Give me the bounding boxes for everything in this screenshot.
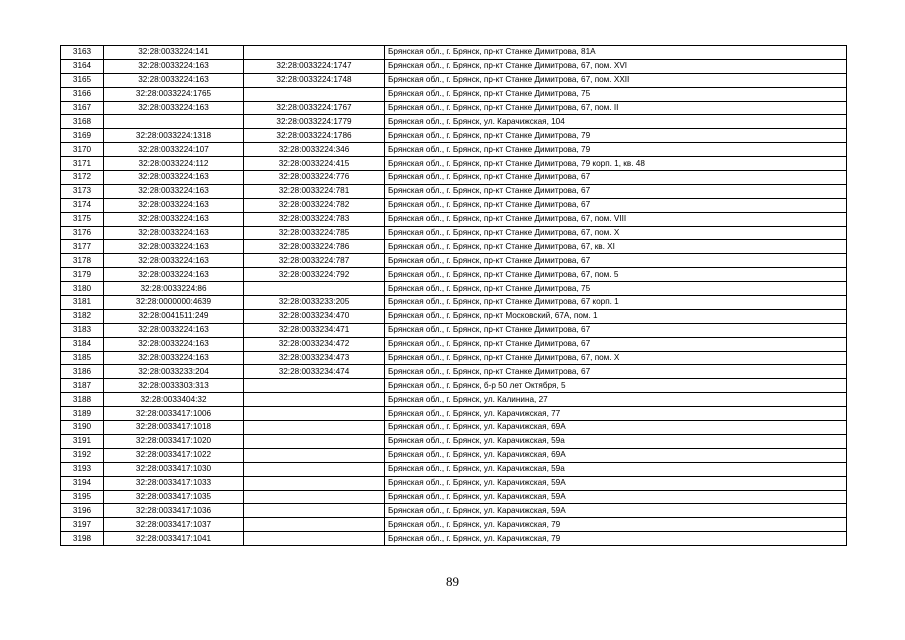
linked-cadastral-number-cell: 32:28:0033234:474 — [244, 365, 385, 379]
linked-cadastral-number-cell — [244, 490, 385, 504]
row-number-cell: 3165 — [61, 73, 104, 87]
linked-cadastral-number-cell — [244, 421, 385, 435]
row-number-cell: 3187 — [61, 379, 104, 393]
table-row — [61, 337, 847, 351]
cadastral-number-cell: 32:28:0033224:163 — [104, 101, 244, 115]
linked-cadastral-number-cell: 32:28:0033224:1779 — [244, 115, 385, 129]
row-number-cell: 3188 — [61, 393, 104, 407]
address-cell: Брянская обл., г. Брянск, пр-кт Станке Димитрова, 67 корп. 1 — [385, 296, 847, 310]
table-row — [61, 407, 847, 421]
linked-cadastral-number-cell: 32:28:0033224:785 — [244, 226, 385, 240]
table-row — [61, 504, 847, 518]
linked-cadastral-number-cell — [244, 476, 385, 490]
table-row — [61, 365, 847, 379]
row-number-cell: 3178 — [61, 254, 104, 268]
address-cell: Брянская обл., г. Брянск, пр-кт Станке Димитрова, 67 — [385, 323, 847, 337]
row-number-cell: 3171 — [61, 157, 104, 171]
address-cell: Брянская обл., г. Брянск, пр-кт Станке Димитрова, 75 — [385, 282, 847, 296]
table-row — [61, 226, 847, 240]
row-number-cell: 3177 — [61, 240, 104, 254]
row-number-cell: 3181 — [61, 296, 104, 310]
row-number-cell: 3183 — [61, 323, 104, 337]
cadastral-number-cell: 32:28:0033224:1318 — [104, 129, 244, 143]
cadastral-number-cell: 32:28:0033417:1033 — [104, 476, 244, 490]
table-row — [61, 490, 847, 504]
row-number-cell: 3185 — [61, 351, 104, 365]
table-row — [61, 448, 847, 462]
cadastral-number-cell: 32:28:0033417:1036 — [104, 504, 244, 518]
table-row — [61, 518, 847, 532]
address-cell: Брянская обл., г. Брянск, пр-кт Станке Димитрова, 79 корп. 1, кв. 48 — [385, 157, 847, 171]
linked-cadastral-number-cell: 32:28:0033224:782 — [244, 198, 385, 212]
cadastral-number-cell: 32:28:0033404:32 — [104, 393, 244, 407]
address-cell: Брянская обл., г. Брянск, пр-кт Станке Димитрова, 67, пом. X — [385, 351, 847, 365]
linked-cadastral-number-cell — [244, 532, 385, 546]
linked-cadastral-number-cell: 32:28:0033234:471 — [244, 323, 385, 337]
address-cell: Брянская обл., г. Брянск, ул. Карачижская, 104 — [385, 115, 847, 129]
row-number-cell: 3186 — [61, 365, 104, 379]
table-row — [61, 198, 847, 212]
row-number-cell: 3198 — [61, 532, 104, 546]
address-cell: Брянская обл., г. Брянск, ул. Карачижская, 59А — [385, 504, 847, 518]
table-row — [61, 309, 847, 323]
linked-cadastral-number-cell: 32:28:0033224:781 — [244, 184, 385, 198]
linked-cadastral-number-cell: 32:28:0033224:786 — [244, 240, 385, 254]
row-number-cell: 3195 — [61, 490, 104, 504]
cadastral-number-cell: 32:28:0033224:163 — [104, 171, 244, 185]
cadastral-number-cell: 32:28:0033303:313 — [104, 379, 244, 393]
linked-cadastral-number-cell: 32:28:0033224:783 — [244, 212, 385, 226]
row-number-cell: 3168 — [61, 115, 104, 129]
cadastral-number-cell: 32:28:0033417:1037 — [104, 518, 244, 532]
address-cell: Брянская обл., г. Брянск, пр-кт Станке Димитрова, 67, кв. XI — [385, 240, 847, 254]
linked-cadastral-number-cell — [244, 407, 385, 421]
linked-cadastral-number-cell — [244, 46, 385, 60]
linked-cadastral-number-cell: 32:28:0033224:776 — [244, 171, 385, 185]
row-number-cell: 3173 — [61, 184, 104, 198]
row-number-cell: 3163 — [61, 46, 104, 60]
cadastral-number-cell: 32:28:0033417:1035 — [104, 490, 244, 504]
table-row — [61, 268, 847, 282]
cadastral-number-cell: 32:28:0033417:1041 — [104, 532, 244, 546]
address-cell: Брянская обл., г. Брянск, пр-кт Станке Димитрова, 67 — [385, 365, 847, 379]
property-table-body — [61, 46, 847, 546]
row-number-cell: 3189 — [61, 407, 104, 421]
row-number-cell: 3174 — [61, 198, 104, 212]
linked-cadastral-number-cell: 32:28:0033224:415 — [244, 157, 385, 171]
address-cell: Брянская обл., г. Брянск, ул. Карачижская, 79 — [385, 532, 847, 546]
linked-cadastral-number-cell: 32:28:0033224:1767 — [244, 101, 385, 115]
cadastral-number-cell: 32:28:0033224:163 — [104, 323, 244, 337]
address-cell: Брянская обл., г. Брянск, ул. Карачижская, 59а — [385, 462, 847, 476]
cadastral-number-cell: 32:28:0033224:163 — [104, 240, 244, 254]
table-row — [61, 296, 847, 310]
row-number-cell: 3180 — [61, 282, 104, 296]
linked-cadastral-number-cell: 32:28:0033234:470 — [244, 309, 385, 323]
row-number-cell: 3184 — [61, 337, 104, 351]
table-row — [61, 379, 847, 393]
table-row — [61, 351, 847, 365]
row-number-cell: 3164 — [61, 59, 104, 73]
cadastral-number-cell: 32:28:0033417:1020 — [104, 434, 244, 448]
table-row — [61, 129, 847, 143]
address-cell: Брянская обл., г. Брянск, пр-кт Станке Димитрова, 67, пом. X — [385, 226, 847, 240]
table-row — [61, 532, 847, 546]
address-cell: Брянская обл., г. Брянск, пр-кт Станке Димитрова, 67, пом. VIII — [385, 212, 847, 226]
table-row — [61, 73, 847, 87]
cadastral-number-cell: 32:28:0033224:163 — [104, 59, 244, 73]
address-cell: Брянская обл., г. Брянск, пр-кт Станке Димитрова, 67, пом. XXII — [385, 73, 847, 87]
linked-cadastral-number-cell: 32:28:0033224:1747 — [244, 59, 385, 73]
table-row — [61, 462, 847, 476]
cadastral-number-cell: 32:28:0033224:1765 — [104, 87, 244, 101]
table-row — [61, 101, 847, 115]
table-row — [61, 282, 847, 296]
address-cell: Брянская обл., г. Брянск, пр-кт Станке Димитрова, 67, пом. 5 — [385, 268, 847, 282]
table-row — [61, 46, 847, 60]
linked-cadastral-number-cell: 32:28:0033233:205 — [244, 296, 385, 310]
address-cell: Брянская обл., г. Брянск, пр-кт Станке Димитрова, 81А — [385, 46, 847, 60]
row-number-cell: 3175 — [61, 212, 104, 226]
row-number-cell: 3196 — [61, 504, 104, 518]
linked-cadastral-number-cell — [244, 462, 385, 476]
linked-cadastral-number-cell — [244, 518, 385, 532]
address-cell: Брянская обл., г. Брянск, ул. Карачижская, 59а — [385, 434, 847, 448]
row-number-cell: 3170 — [61, 143, 104, 157]
address-cell: Брянская обл., г. Брянск, ул. Карачижская, 59А — [385, 476, 847, 490]
table-row — [61, 184, 847, 198]
cadastral-number-cell: 32:28:0033224:163 — [104, 212, 244, 226]
address-cell: Брянская обл., г. Брянск, ул. Карачижская, 59А — [385, 490, 847, 504]
address-cell: Брянская обл., г. Брянск, б-р 50 лет Октября, 5 — [385, 379, 847, 393]
row-number-cell: 3167 — [61, 101, 104, 115]
address-cell: Брянская обл., г. Брянск, пр-кт Станке Димитрова, 67 — [385, 198, 847, 212]
address-cell: Брянская обл., г. Брянск, пр-кт Московский, 67А, пом. 1 — [385, 309, 847, 323]
table-row — [61, 171, 847, 185]
address-cell: Брянская обл., г. Брянск, пр-кт Станке Димитрова, 67 — [385, 184, 847, 198]
table-row — [61, 59, 847, 73]
linked-cadastral-number-cell: 32:28:0033224:1786 — [244, 129, 385, 143]
row-number-cell: 3176 — [61, 226, 104, 240]
row-number-cell: 3179 — [61, 268, 104, 282]
row-number-cell: 3197 — [61, 518, 104, 532]
cadastral-number-cell: 32:28:0000000:4639 — [104, 296, 244, 310]
row-number-cell: 3182 — [61, 309, 104, 323]
cadastral-number-cell: 32:28:0033224:86 — [104, 282, 244, 296]
row-number-cell: 3172 — [61, 171, 104, 185]
cadastral-number-cell: 32:28:0033417:1006 — [104, 407, 244, 421]
row-number-cell: 3169 — [61, 129, 104, 143]
linked-cadastral-number-cell — [244, 87, 385, 101]
cadastral-number-cell: 32:28:0033224:112 — [104, 157, 244, 171]
table-row — [61, 434, 847, 448]
cadastral-number-cell: 32:28:0041511:249 — [104, 309, 244, 323]
cadastral-number-cell: 32:28:0033233:204 — [104, 365, 244, 379]
cadastral-number-cell: 32:28:0033224:107 — [104, 143, 244, 157]
table-row — [61, 254, 847, 268]
linked-cadastral-number-cell: 32:28:0033234:473 — [244, 351, 385, 365]
page-number: 89 — [446, 574, 459, 589]
table-row — [61, 212, 847, 226]
row-number-cell: 3166 — [61, 87, 104, 101]
row-number-cell: 3190 — [61, 421, 104, 435]
cadastral-number-cell: 32:28:0033224:163 — [104, 268, 244, 282]
linked-cadastral-number-cell — [244, 393, 385, 407]
table-row — [61, 240, 847, 254]
linked-cadastral-number-cell — [244, 434, 385, 448]
linked-cadastral-number-cell: 32:28:0033224:1748 — [244, 73, 385, 87]
table-row — [61, 157, 847, 171]
cadastral-number-cell: 32:28:0033224:163 — [104, 184, 244, 198]
address-cell: Брянская обл., г. Брянск, пр-кт Станке Димитрова, 79 — [385, 143, 847, 157]
table-row — [61, 87, 847, 101]
linked-cadastral-number-cell — [244, 504, 385, 518]
table-row — [61, 476, 847, 490]
address-cell: Брянская обл., г. Брянск, пр-кт Станке Димитрова, 75 — [385, 87, 847, 101]
cadastral-number-cell: 32:28:0033224:163 — [104, 337, 244, 351]
address-cell: Брянская обл., г. Брянск, ул. Карачижская, 77 — [385, 407, 847, 421]
cadastral-number-cell: 32:28:0033224:163 — [104, 254, 244, 268]
address-cell: Брянская обл., г. Брянск, ул. Карачижская, 79 — [385, 518, 847, 532]
linked-cadastral-number-cell: 32:28:0033224:346 — [244, 143, 385, 157]
address-cell: Брянская обл., г. Брянск, ул. Карачижская, 69А — [385, 448, 847, 462]
row-number-cell: 3192 — [61, 448, 104, 462]
row-number-cell: 3193 — [61, 462, 104, 476]
table-row — [61, 421, 847, 435]
table-row — [61, 323, 847, 337]
cadastral-number-cell: 32:28:0033224:141 — [104, 46, 244, 60]
linked-cadastral-number-cell — [244, 379, 385, 393]
linked-cadastral-number-cell: 32:28:0033224:787 — [244, 254, 385, 268]
cadastral-number-cell: 32:28:0033224:163 — [104, 226, 244, 240]
property-table — [60, 45, 847, 546]
address-cell: Брянская обл., г. Брянск, пр-кт Станке Димитрова, 67, пом. XVI — [385, 59, 847, 73]
table-row — [61, 143, 847, 157]
address-cell: Брянская обл., г. Брянск, пр-кт Станке Димитрова, 67 — [385, 171, 847, 185]
table-row — [61, 393, 847, 407]
cadastral-number-cell: 32:28:0033224:163 — [104, 73, 244, 87]
address-cell: Брянская обл., г. Брянск, ул. Карачижская, 69А — [385, 421, 847, 435]
cadastral-number-cell: 32:28:0033417:1030 — [104, 462, 244, 476]
table-row — [61, 115, 847, 129]
cadastral-number-cell: 32:28:0033224:163 — [104, 351, 244, 365]
address-cell: Брянская обл., г. Брянск, ул. Калинина, 27 — [385, 393, 847, 407]
address-cell: Брянская обл., г. Брянск, пр-кт Станке Димитрова, 67 — [385, 337, 847, 351]
linked-cadastral-number-cell: 32:28:0033224:792 — [244, 268, 385, 282]
linked-cadastral-number-cell — [244, 448, 385, 462]
cadastral-number-cell: 32:28:0033417:1022 — [104, 448, 244, 462]
address-cell: Брянская обл., г. Брянск, пр-кт Станке Димитрова, 67, пом. II — [385, 101, 847, 115]
row-number-cell: 3191 — [61, 434, 104, 448]
cadastral-number-cell — [104, 115, 244, 129]
row-number-cell: 3194 — [61, 476, 104, 490]
cadastral-number-cell: 32:28:0033224:163 — [104, 198, 244, 212]
address-cell: Брянская обл., г. Брянск, пр-кт Станке Димитрова, 67 — [385, 254, 847, 268]
linked-cadastral-number-cell: 32:28:0033234:472 — [244, 337, 385, 351]
address-cell: Брянская обл., г. Брянск, пр-кт Станке Димитрова, 79 — [385, 129, 847, 143]
linked-cadastral-number-cell — [244, 282, 385, 296]
cadastral-number-cell: 32:28:0033417:1018 — [104, 421, 244, 435]
